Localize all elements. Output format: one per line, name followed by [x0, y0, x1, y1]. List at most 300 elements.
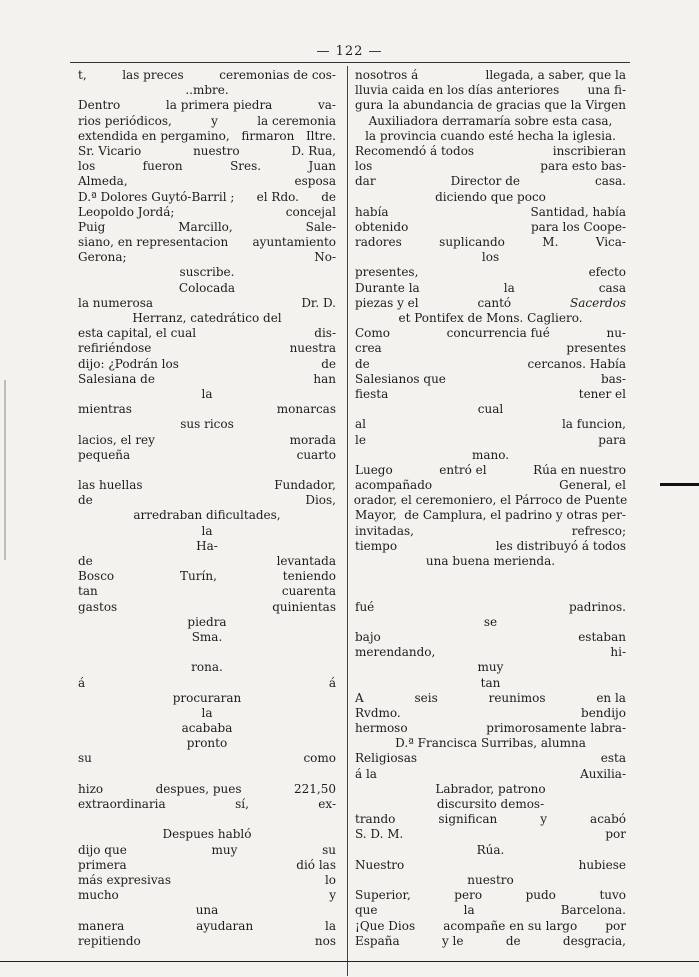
text-line — [78, 220, 336, 235]
text-fragment: la — [201, 386, 213, 401]
text-line — [78, 812, 336, 827]
text-fragment: de Camplura, el padrino y otras per- — [404, 508, 626, 523]
text-line — [355, 797, 626, 812]
text-fragment: una fi- — [587, 83, 626, 98]
text-line — [78, 903, 336, 918]
text-fragment: dar — [355, 174, 376, 189]
text-fragment: Dr. D. — [301, 295, 336, 310]
text-fragment: y — [329, 888, 336, 903]
text-fragment: acompañado — [355, 478, 433, 493]
text-fragment: en la — [596, 690, 626, 705]
text-fragment: y — [211, 113, 218, 128]
text-fragment: Juan — [308, 159, 336, 174]
text-fragment: dijo: ¿Podrán los — [78, 356, 179, 371]
text-fragment: Almeda, — [78, 174, 128, 189]
text-line — [355, 676, 626, 691]
text-fragment: Turín, — [180, 569, 217, 584]
text-fragment: sí, — [235, 797, 249, 811]
text-fragment: No- — [314, 250, 336, 265]
text-fragment: desgracia, — [562, 933, 626, 948]
text-fragment: la numerosa — [78, 295, 154, 310]
text-fragment: Leopoldo Jordá; — [78, 204, 175, 219]
text-line — [355, 387, 626, 402]
text-line — [355, 220, 626, 235]
text-line — [355, 448, 626, 463]
text-line — [78, 372, 336, 387]
text-line — [78, 676, 336, 691]
text-fragment: reunimos — [488, 690, 546, 705]
text-fragment: D.ª Francisca Surribas, alumna — [395, 736, 586, 751]
text-line — [355, 174, 626, 189]
text-fragment: han — [313, 371, 336, 386]
text-fragment: y le — [441, 933, 464, 948]
text-fragment: siano, en representacion — [78, 235, 229, 250]
text-fragment: orador, el ceremoniero, el Párroco de Puente — [353, 493, 628, 508]
bottom-rule — [0, 961, 699, 962]
text-fragment: 221,50 — [293, 781, 336, 796]
left-column — [78, 68, 336, 949]
text-fragment: tan — [480, 675, 501, 690]
text-fragment: pudo — [525, 888, 556, 903]
text-fragment: diciendo que poco — [435, 189, 546, 204]
text-fragment: Superior, — [355, 888, 411, 903]
text-fragment: Religiosas — [355, 751, 418, 766]
text-fragment: nos — [314, 933, 336, 948]
text-line — [355, 751, 626, 766]
text-fragment: de — [321, 356, 336, 371]
text-line — [355, 554, 626, 569]
text-fragment: D.ª Dolores Guytó-Barril ; — [78, 189, 235, 204]
text-fragment: Herranz, catedrático del — [132, 311, 282, 325]
text-line — [78, 205, 336, 220]
text-fragment: primera — [78, 857, 127, 872]
text-fragment: gastos — [78, 599, 118, 614]
text-line — [78, 281, 336, 296]
text-fragment: radores — [355, 235, 402, 250]
text-line — [78, 68, 336, 83]
text-fragment: suscribe. — [179, 265, 235, 280]
text-fragment: Sres. — [230, 159, 262, 174]
text-fragment: padrinos. — [568, 599, 626, 614]
text-fragment: Sma. — [191, 629, 223, 644]
text-fragment: rios periódicos, — [78, 113, 172, 128]
text-fragment: primorosamente labra- — [486, 721, 626, 736]
text-fragment: fiesta — [355, 386, 389, 401]
text-line — [78, 296, 336, 311]
text-fragment: hubiese — [578, 857, 626, 872]
text-fragment: la abundancia de gracias que la Virgen — [388, 98, 626, 113]
text-fragment: dió las — [296, 857, 336, 872]
text-fragment: efecto — [588, 265, 626, 280]
text-line — [78, 630, 336, 645]
text-fragment: extraordinaria — [78, 797, 166, 811]
text-fragment: muy — [211, 842, 238, 857]
text-fragment: la — [324, 918, 336, 933]
text-line — [355, 569, 626, 584]
text-fragment: concurrencia fué — [446, 326, 550, 341]
text-fragment: se — [483, 614, 498, 629]
text-fragment: Director de — [450, 174, 520, 189]
text-fragment: suplicando — [439, 235, 505, 250]
text-line — [78, 888, 336, 903]
text-line — [78, 114, 336, 129]
text-fragment: Auxilia- — [580, 766, 626, 781]
text-fragment: Luego — [355, 462, 393, 477]
text-fragment: fueron — [142, 159, 183, 174]
text-line — [355, 372, 626, 387]
text-line — [355, 615, 626, 630]
text-line — [355, 205, 626, 220]
text-line — [78, 433, 336, 448]
text-fragment: una buena merienda. — [425, 554, 556, 568]
text-line — [78, 782, 336, 797]
text-line — [355, 281, 626, 296]
text-line — [355, 812, 626, 827]
text-line — [355, 827, 626, 842]
text-fragment: la — [463, 903, 475, 918]
text-fragment: procuraran — [172, 690, 242, 705]
text-fragment: hizo — [78, 781, 104, 796]
binding-edge — [4, 380, 6, 560]
text-fragment: los — [355, 159, 373, 174]
text-fragment: para — [598, 432, 626, 447]
text-fragment: la — [201, 705, 213, 720]
text-fragment: la — [201, 523, 213, 538]
text-fragment: pero — [454, 888, 483, 903]
text-fragment: fué — [355, 599, 375, 614]
text-fragment: cercanos. Había — [527, 356, 626, 371]
text-line — [355, 767, 626, 782]
text-fragment: los — [78, 159, 96, 174]
text-fragment: sus ricos — [180, 417, 234, 432]
text-fragment: ayudaran — [196, 918, 254, 933]
page-number: — 122 — — [316, 44, 383, 59]
text-fragment: dis- — [314, 326, 336, 341]
text-fragment: para esto bas- — [540, 159, 626, 174]
text-line — [78, 873, 336, 888]
text-fragment: Iltre. — [305, 128, 336, 143]
text-line — [78, 569, 336, 584]
text-fragment: Gerona; — [78, 250, 127, 265]
text-line — [78, 554, 336, 569]
text-fragment: más expresivas — [78, 872, 171, 887]
text-fragment: Salesianos que — [355, 371, 446, 386]
text-fragment: ..mbre. — [185, 83, 229, 98]
text-line — [78, 417, 336, 432]
text-line — [355, 934, 626, 949]
text-fragment: de — [78, 493, 93, 508]
text-fragment: por — [605, 827, 626, 842]
text-fragment: arredraban dificultades, — [133, 508, 281, 523]
right-column — [355, 68, 626, 949]
text-line — [78, 524, 336, 539]
text-line — [78, 402, 336, 417]
text-line — [355, 539, 626, 554]
text-line — [355, 721, 626, 736]
text-fragment: bas- — [600, 371, 626, 386]
text-fragment: acababa — [181, 721, 233, 736]
text-fragment: de — [505, 933, 521, 948]
text-fragment: Puig — [78, 219, 106, 234]
text-fragment: nuestro — [193, 143, 240, 158]
text-fragment: la ceremonia — [257, 113, 336, 128]
text-line — [355, 508, 626, 523]
text-fragment: Fundador, — [274, 478, 336, 493]
text-fragment: entró el — [439, 462, 487, 477]
text-fragment: obtenido — [355, 219, 409, 234]
text-line — [355, 858, 626, 873]
text-fragment: Labrador, patrono — [435, 781, 546, 796]
text-line — [78, 660, 336, 675]
text-fragment: ayuntamiento — [252, 235, 336, 250]
text-fragment: refresco; — [571, 523, 626, 538]
text-fragment: Como — [355, 326, 391, 341]
text-fragment: la — [503, 280, 515, 295]
text-fragment: de — [355, 356, 370, 371]
text-fragment: acompañe en su largo — [443, 918, 578, 933]
text-line — [78, 144, 336, 159]
text-fragment: lacios, el rey — [78, 432, 155, 447]
text-line — [355, 296, 626, 311]
text-fragment: bajo — [355, 629, 381, 644]
text-line — [355, 250, 626, 265]
text-fragment: casa — [598, 280, 626, 295]
text-fragment: bendijo — [581, 705, 626, 720]
text-line — [78, 387, 336, 402]
text-fragment: Auxiliadora derramaría sobre esta casa, — [368, 113, 613, 128]
text-line — [355, 402, 626, 417]
text-fragment: presentes, — [355, 265, 419, 280]
text-fragment: A — [355, 690, 364, 705]
text-fragment: tuvo — [599, 888, 626, 903]
text-line — [355, 919, 626, 934]
text-line — [355, 83, 626, 98]
text-fragment: cuarenta — [281, 584, 336, 599]
text-fragment: nuestra — [289, 341, 336, 356]
text-fragment: ceremonias de cos- — [219, 68, 336, 82]
text-fragment: nu- — [606, 326, 626, 341]
text-line — [78, 736, 336, 751]
text-fragment: su — [78, 751, 92, 766]
text-fragment: Sale- — [305, 219, 336, 234]
text-fragment: Despues habló — [162, 827, 252, 842]
text-fragment: teniendo — [282, 569, 336, 584]
text-line — [355, 235, 626, 250]
text-line — [355, 417, 626, 432]
text-line — [78, 478, 336, 493]
text-fragment: había — [355, 204, 389, 219]
text-fragment: S. D. M. — [355, 827, 404, 842]
text-fragment: Colocada — [178, 280, 236, 295]
text-fragment: acabó — [590, 812, 626, 827]
text-line — [78, 311, 336, 326]
text-fragment: el Rdo. — [256, 189, 299, 204]
text-fragment: merendando, — [355, 645, 436, 660]
text-line — [355, 706, 626, 721]
text-line — [78, 584, 336, 599]
text-line — [355, 888, 626, 903]
text-line — [78, 357, 336, 372]
text-line — [78, 235, 336, 250]
text-fragment: la funcion, — [561, 417, 626, 432]
text-fragment: hermoso — [355, 721, 408, 736]
header-rule — [70, 62, 630, 63]
text-line — [355, 190, 626, 205]
text-line — [355, 691, 626, 706]
text-line — [78, 190, 336, 205]
text-fragment: trando — [355, 812, 396, 827]
text-fragment: como — [303, 751, 336, 766]
text-line — [355, 903, 626, 918]
text-fragment: cantó — [477, 295, 512, 310]
text-fragment: presentes — [566, 341, 626, 356]
text-fragment: quinientas — [272, 599, 336, 614]
text-line — [78, 448, 336, 463]
text-fragment: llegada, a saber, que la — [485, 68, 626, 82]
text-fragment: manera — [78, 918, 125, 933]
text-line — [78, 691, 336, 706]
text-fragment: Ha- — [196, 538, 218, 553]
text-line — [78, 265, 336, 280]
text-fragment: repitiendo — [78, 933, 141, 948]
text-line — [78, 539, 336, 554]
text-fragment: que — [355, 903, 378, 918]
text-fragment: los — [481, 250, 500, 265]
text-fragment: pequeña — [78, 447, 131, 462]
text-line — [78, 721, 336, 736]
text-fragment: Recomendó á todos — [355, 143, 475, 158]
text-fragment: nuestro — [467, 872, 514, 887]
text-fragment: discursito demos- — [436, 797, 545, 811]
text-line — [78, 159, 336, 174]
text-fragment: la primera piedra — [165, 98, 273, 113]
text-fragment: hi- — [610, 645, 626, 660]
text-fragment: las huellas — [78, 478, 143, 493]
text-fragment: Sacerdos — [569, 295, 626, 310]
text-line — [355, 98, 626, 113]
text-line — [355, 630, 626, 645]
text-line — [78, 751, 336, 766]
text-line — [355, 265, 626, 280]
text-fragment: tan — [78, 584, 98, 599]
text-fragment: Santidad, había — [530, 204, 626, 219]
text-line — [355, 600, 626, 615]
text-fragment: va- — [318, 98, 336, 113]
text-fragment: M. — [542, 235, 559, 250]
text-line — [78, 493, 336, 508]
text-fragment: las preces — [122, 68, 184, 82]
text-fragment: esposa — [294, 174, 336, 189]
text-line — [78, 934, 336, 949]
text-fragment: extendida en pergamino, — [78, 128, 230, 143]
text-fragment: Durante la — [355, 280, 420, 295]
text-line — [355, 357, 626, 372]
text-fragment: Marcillo, — [178, 219, 233, 234]
text-fragment: crea — [355, 341, 382, 356]
text-fragment: cual — [477, 402, 504, 417]
text-fragment: concejal — [285, 204, 336, 219]
text-line — [355, 782, 626, 797]
text-fragment: Vica- — [595, 235, 626, 250]
text-line — [78, 326, 336, 341]
text-line — [355, 311, 626, 326]
text-fragment: significan — [438, 812, 498, 827]
text-fragment: seis — [414, 690, 438, 705]
text-line — [355, 159, 626, 174]
text-fragment: pronto — [186, 736, 228, 751]
text-line — [355, 843, 626, 858]
text-fragment: Bosco — [78, 569, 115, 584]
text-line — [78, 600, 336, 615]
text-fragment: Rúa. — [476, 842, 505, 857]
text-fragment: refiriéndose — [78, 341, 152, 356]
text-fragment: firmaron — [241, 128, 295, 143]
text-fragment: para los Coope- — [530, 219, 626, 234]
text-line — [78, 827, 336, 842]
margin-mark — [660, 483, 699, 486]
text-line — [78, 645, 336, 660]
text-line — [78, 706, 336, 721]
text-line — [78, 767, 336, 782]
text-fragment: á — [78, 675, 86, 690]
text-line — [78, 250, 336, 265]
text-fragment: le — [355, 432, 366, 447]
text-line — [78, 174, 336, 189]
text-fragment: Dios, — [305, 493, 336, 508]
text-fragment: tiempo — [355, 538, 398, 553]
text-fragment: á la — [355, 766, 377, 781]
text-fragment: gura — [355, 98, 384, 113]
text-line — [78, 129, 336, 144]
text-line — [355, 326, 626, 341]
text-fragment: mientras — [78, 402, 132, 417]
text-line — [78, 463, 336, 478]
text-fragment: ¡Que Dios — [355, 918, 416, 933]
text-fragment: t, — [78, 68, 87, 82]
text-fragment: despues, pues — [155, 781, 242, 796]
text-fragment: Dentro — [78, 98, 121, 113]
text-fragment: mucho — [78, 888, 119, 903]
text-fragment: una — [195, 903, 219, 918]
text-fragment: piedra — [187, 614, 227, 629]
text-fragment: General, el — [559, 478, 626, 493]
text-fragment: Nuestro — [355, 857, 405, 872]
text-fragment: les distribuyó á todos — [495, 538, 626, 553]
text-fragment: y — [540, 812, 548, 827]
text-line — [78, 858, 336, 873]
text-fragment: á — [328, 675, 336, 690]
text-fragment: Rvdmo. — [355, 705, 401, 720]
text-fragment: casa. — [594, 174, 626, 189]
text-fragment: mano. — [471, 447, 510, 462]
text-line — [78, 797, 336, 812]
text-line — [355, 433, 626, 448]
text-line — [355, 478, 626, 493]
text-fragment: et Pontifex de Mons. Cagliero. — [398, 311, 583, 325]
text-fragment: levantada — [276, 554, 336, 568]
text-fragment: monarcas — [276, 402, 336, 417]
text-line — [355, 873, 626, 888]
text-fragment: España — [355, 933, 400, 948]
text-line — [355, 645, 626, 660]
text-line — [355, 463, 626, 478]
text-fragment: por — [605, 918, 626, 933]
text-fragment: piezas y el — [355, 295, 419, 310]
text-fragment: Mayor, — [355, 508, 397, 523]
text-fragment: cuarto — [296, 447, 336, 462]
text-fragment: nosotros á — [355, 68, 419, 82]
text-line — [355, 68, 626, 83]
